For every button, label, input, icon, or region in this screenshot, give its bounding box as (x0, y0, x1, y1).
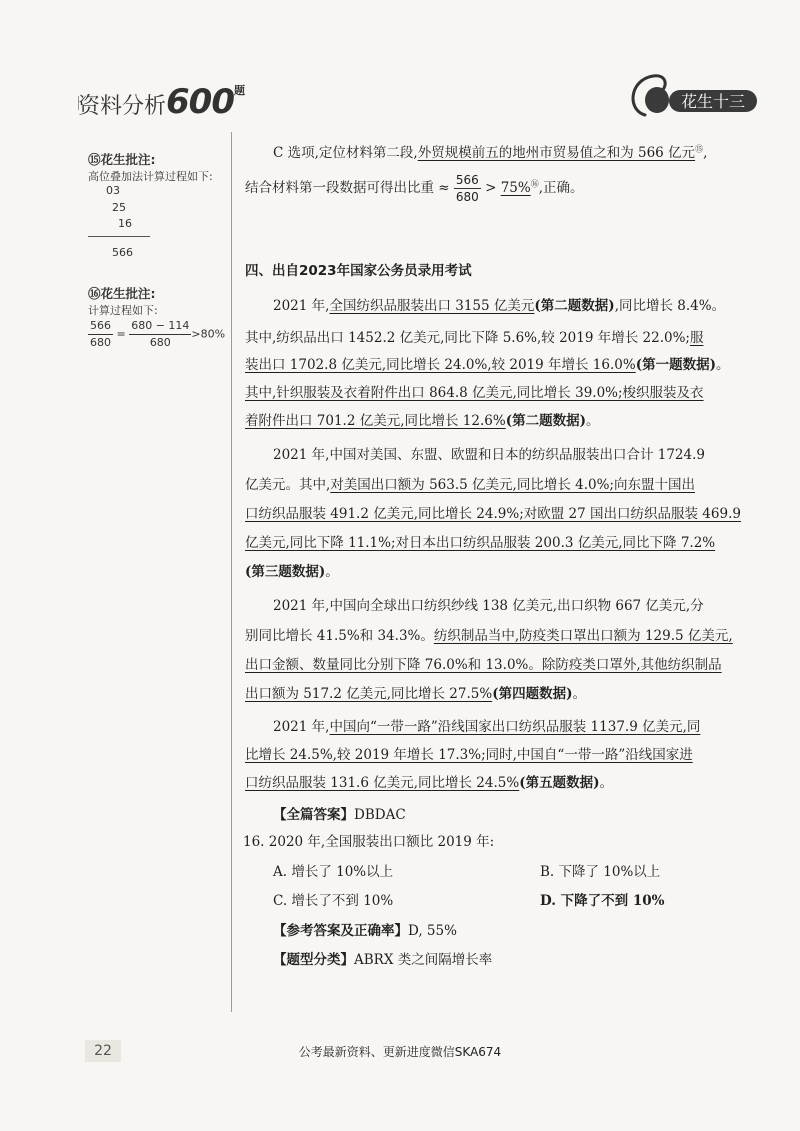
text: 其中,纺织品出口 1452.2 亿美元,同比下降 5.6%,较 2019 年增长 22.0%; (245, 330, 690, 346)
text: 。 (599, 775, 613, 791)
fraction-numerator: 566 (455, 173, 479, 187)
book-title-number: 600 (166, 82, 234, 122)
text-underlined: 对美国出口额为 563.5 亿美元,同比增长 4.0%;向东盟十国出 (330, 477, 695, 493)
data-tag: (第三题数据) (245, 564, 326, 580)
column-divider (231, 132, 232, 1012)
p1-line1 (273, 294, 725, 314)
p1-line5 (245, 409, 599, 429)
p2-line2 (245, 473, 695, 493)
p1-line4: 其中,针织服装及衣着附件出口 864.8 亿美元,同比增长 39.0%;梭织服装及衣 (245, 385, 704, 401)
p3-line4 (245, 682, 586, 702)
question-type (273, 948, 492, 968)
reference-answer-label: 【参考答案及正确率】 (273, 923, 408, 939)
note15-heading: ⑮花生批注: (88, 152, 156, 167)
full-answer-label: 【全篇答案】 (273, 807, 354, 823)
text: 别同比增长 41.5%和 34.3%。 (245, 628, 434, 644)
section-title: 四、出自2023年国家公务员录用考试 (245, 263, 472, 279)
text-underlined: 中国向“一带一路”沿线国家出口纺织品服装 1137.9 亿美元,同 (329, 719, 701, 735)
note15-subtitle: 高位叠加法计算过程如下: (88, 170, 213, 183)
text: , (703, 145, 708, 161)
p4-line3 (245, 771, 613, 791)
footnote-ref: ⑮ (695, 144, 704, 154)
note16-formula (88, 318, 225, 351)
full-answer-value: DBDAC (354, 807, 406, 823)
text-underlined: 纺织制品当中,防疫类口罩出口额为 129.5 亿美元, (433, 628, 733, 644)
text: 亿美元。其中, (245, 477, 331, 493)
data-tag: (第五题数据) (519, 775, 600, 791)
p2-line3: 口纺织品服装 491.2 亿美元,同比增长 24.9%;对欧盟 27 国出口纺织品服装 469.9 (245, 506, 741, 522)
p3-line3: 出口金额、数量同比分别下降 76.0%和 13.0%。除防疫类口罩外,其他纺织制品 (245, 657, 722, 673)
p2-line1: 2021 年,中国对美国、东盟、欧盟和日本的纺织品服装出口合计 1724.9 (273, 447, 705, 463)
text: C 选项,定位材料第二段, (273, 145, 418, 161)
question-type-label: 【题型分类】 (273, 952, 354, 968)
text: 2021 年, (273, 298, 330, 314)
question-16-option-d: D. 下降了不到 10% (540, 893, 665, 909)
book-title-prefix: 资料分析 (78, 94, 167, 119)
note16-f2-den: 680 (149, 336, 171, 349)
note15-sum-line (88, 236, 150, 237)
p3-line1: 2021 年,中国向全球出口纺织纱线 138 亿美元,出口织物 667 亿美元,分 (273, 598, 704, 614)
footer-note: 公考最新资料、更新进度微信SKA674 (298, 1045, 502, 1059)
text: 。 (325, 564, 339, 580)
text-underlined: 出口额为 517.2 亿美元,同比增长 27.5% (245, 686, 493, 702)
note16-result: >80% (191, 327, 226, 341)
p4-line1 (273, 715, 700, 735)
note16-heading: ⑯花生批注: (88, 286, 156, 301)
question-16-option-c: C. 增长了不到 10% (273, 893, 394, 909)
note15-row: 03 (106, 184, 120, 197)
data-tag: (第四题数据) (492, 686, 573, 702)
text: ,同比增长 8.4%。 (614, 298, 726, 314)
reference-answer-value: D, 55% (408, 923, 457, 939)
question-type-value: ABRX 类之间隔增长率 (354, 952, 493, 968)
footnote-ref: ⑯ (530, 179, 539, 189)
p3-line2 (245, 624, 733, 644)
text-underlined: 外贸规模前五的地州市贸易值之和为 566 亿元 (417, 145, 696, 161)
text-underlined: 着附件出口 701.2 亿美元,同比增长 12.6% (245, 413, 506, 429)
option-c-line2 (245, 172, 584, 205)
question-16-option-b: B. 下降了 10%以上 (540, 864, 661, 880)
note15-row: 25 (112, 201, 126, 214)
question-16-stem: 16. 2020 年,全国服装出口额比 2019 年: (243, 834, 495, 850)
text-underlined: 服 (689, 330, 704, 346)
p2-line4: 亿美元,同比下降 11.1%;对日本出口纺织品服装 200.3 亿美元,同比下降 7.2% (245, 535, 716, 551)
text: > (480, 180, 501, 196)
fraction-denominator: 680 (455, 190, 479, 204)
note16-f1-num: 566 (88, 318, 113, 335)
question-16-option-a: A. 增长了 10%以上 (273, 864, 394, 880)
book-title-suffix: 题 (234, 84, 245, 97)
data-tag: (第一题数据) (635, 357, 716, 373)
brand-name: 花生十三 (680, 92, 746, 111)
note15-row: 16 (118, 217, 132, 230)
p1-line3 (245, 353, 729, 373)
p1-line2 (245, 326, 703, 346)
p2-line5 (245, 560, 339, 580)
text-underlined: 全国纺织品服装出口 3155 亿美元 (329, 298, 535, 314)
note16-eq: = (116, 327, 126, 341)
note16-f2-num: 680 − 114 (129, 318, 191, 335)
book-title (78, 82, 245, 122)
text: 结合材料第一段数据可得出比重 ≈ (245, 180, 454, 196)
p4-line2: 比增长 24.5%,较 2019 年增长 17.3%;同时,中国自“一带一路”沿线国家进 (245, 747, 693, 763)
text: 。 (585, 413, 600, 429)
note15-result: 566 (112, 246, 133, 259)
text-underlined: 装出口 1702.8 亿美元,同比增长 24.0%,较 2019 年增长 16.0% (245, 357, 636, 373)
reference-answer (273, 919, 457, 939)
text-underlined: 口纺织品服装 131.6 亿美元,同比增长 24.5% (245, 775, 520, 791)
note16-subtitle: 计算过程如下: (88, 304, 158, 317)
data-tag: (第二题数据) (505, 413, 586, 429)
text-underlined: 75% (500, 180, 531, 196)
main-column (245, 0, 785, 1000)
text: 2021 年, (273, 719, 330, 735)
text: ,正确。 (538, 180, 584, 196)
text: 。 (572, 686, 586, 702)
text: 。 (715, 357, 730, 373)
data-tag: (第二题数据) (534, 298, 615, 314)
option-c-line1 (273, 141, 707, 161)
note16-f1-den: 680 (90, 336, 111, 349)
full-answer (273, 803, 406, 823)
page-number: 22 (85, 1040, 121, 1062)
